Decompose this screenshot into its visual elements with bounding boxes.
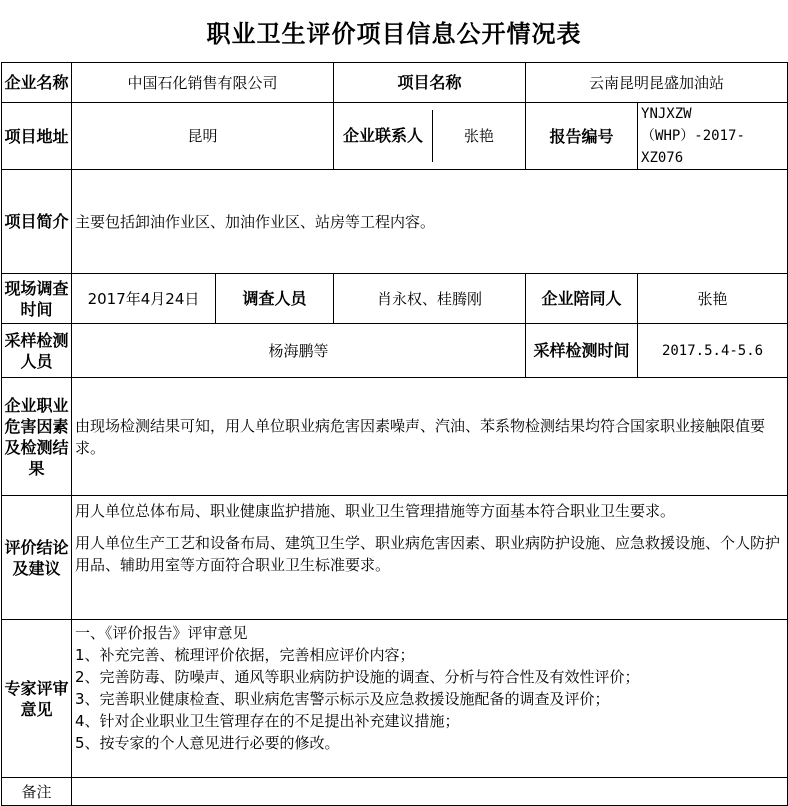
row-address <box>2 103 788 170</box>
investigators-value: 肖永权、桂腾刚 <box>334 274 526 324</box>
info-table <box>1 62 788 806</box>
company-contact-value: 张艳 <box>464 127 495 145</box>
project-address-value: 昆明 <box>72 103 334 170</box>
conclusion-label: 评价结论及建议 <box>2 496 72 620</box>
report-number-value: YNJXZW（WHP）-2017-XZ076 <box>638 103 788 170</box>
conclusion-value <box>72 496 788 620</box>
company-escort-value: 张艳 <box>638 274 788 324</box>
company-name-label: 企业名称 <box>2 63 72 103</box>
expert-opinion-line: 3、完善职业健康检查、职业病危害警示标示及应急救援设施配备的调查及评价； <box>75 690 610 708</box>
row-intro <box>2 170 788 274</box>
expert-opinion-label: 专家评审意见 <box>2 620 72 778</box>
sampling-time-label: 采样检测时间 <box>526 324 638 378</box>
survey-time-value: 2017年4月24日 <box>72 274 216 324</box>
project-intro-value: 主要包括卸油作业区、加油作业区、站房等工程内容。 <box>72 170 788 274</box>
hazard-results-label: 企业职业危害因素及检测结果 <box>2 378 72 496</box>
expert-opinion-line: 2、完善防毒、防噪声、通风等职业病防护设施的调查、分析与符合性及有效性评价； <box>75 668 640 686</box>
sampling-staff-label: 采样检测人员 <box>2 324 72 378</box>
page-title: 职业卫生评价项目信息公开情况表 <box>206 19 582 48</box>
row-hazard <box>2 378 788 496</box>
conclusion-paragraph-2: 用人单位生产工艺和设备布局、建筑卫生学、职业病危害因素、职业病防护设施、应急救援设施、个人防护用品、辅助用室等方面符合职业卫生标准要求。 <box>75 534 781 574</box>
row-survey <box>2 274 788 324</box>
investigators-label: 调查人员 <box>216 274 334 324</box>
row-conclusion <box>2 496 788 620</box>
sampling-time-value: 2017.5.4-5.6 <box>638 324 788 378</box>
expert-opinion-line: 5、按专家的个人意见进行必要的修改。 <box>75 734 340 752</box>
hazard-results-value: 由现场检测结果可知，用人单位职业病危害因素噪声、汽油、苯系物检测结果均符合国家职业接触限值要求。 <box>72 378 788 496</box>
contact-cell <box>334 103 526 170</box>
expert-opinion-line: 一、《评价报告》评审意见 <box>75 624 248 642</box>
row-sampling <box>2 324 788 378</box>
survey-time-label: 现场调查时间 <box>2 274 72 324</box>
expert-opinion-line: 1、补充完善、梳理评价依据，完善相应评价内容； <box>75 646 415 664</box>
row-company <box>2 63 788 103</box>
sampling-staff-value: 杨海鹏等 <box>72 324 526 378</box>
project-intro-label: 项目简介 <box>2 170 72 274</box>
company-name-value: 中国石化销售有限公司 <box>72 63 334 103</box>
remarks-label: 备注 <box>2 778 72 806</box>
project-name-label: 项目名称 <box>334 63 526 103</box>
company-escort-label: 企业陪同人 <box>526 274 638 324</box>
row-expert <box>2 620 788 778</box>
company-contact-label: 企业联系人 <box>334 110 433 162</box>
remarks-value <box>72 778 788 806</box>
expert-opinion-line: 4、针对企业职业卫生管理存在的不足提出补充建议措施； <box>75 712 460 730</box>
expert-opinion-value <box>72 620 788 778</box>
row-remarks <box>2 778 788 806</box>
project-address-label: 项目地址 <box>2 103 72 170</box>
conclusion-paragraph-1: 用人单位总体布局、职业健康监护措施、职业卫生管理措施等方面基本符合职业卫生要求。 <box>75 502 676 520</box>
project-name-value: 云南昆明昆盛加油站 <box>526 63 788 103</box>
report-number-label: 报告编号 <box>526 103 638 170</box>
